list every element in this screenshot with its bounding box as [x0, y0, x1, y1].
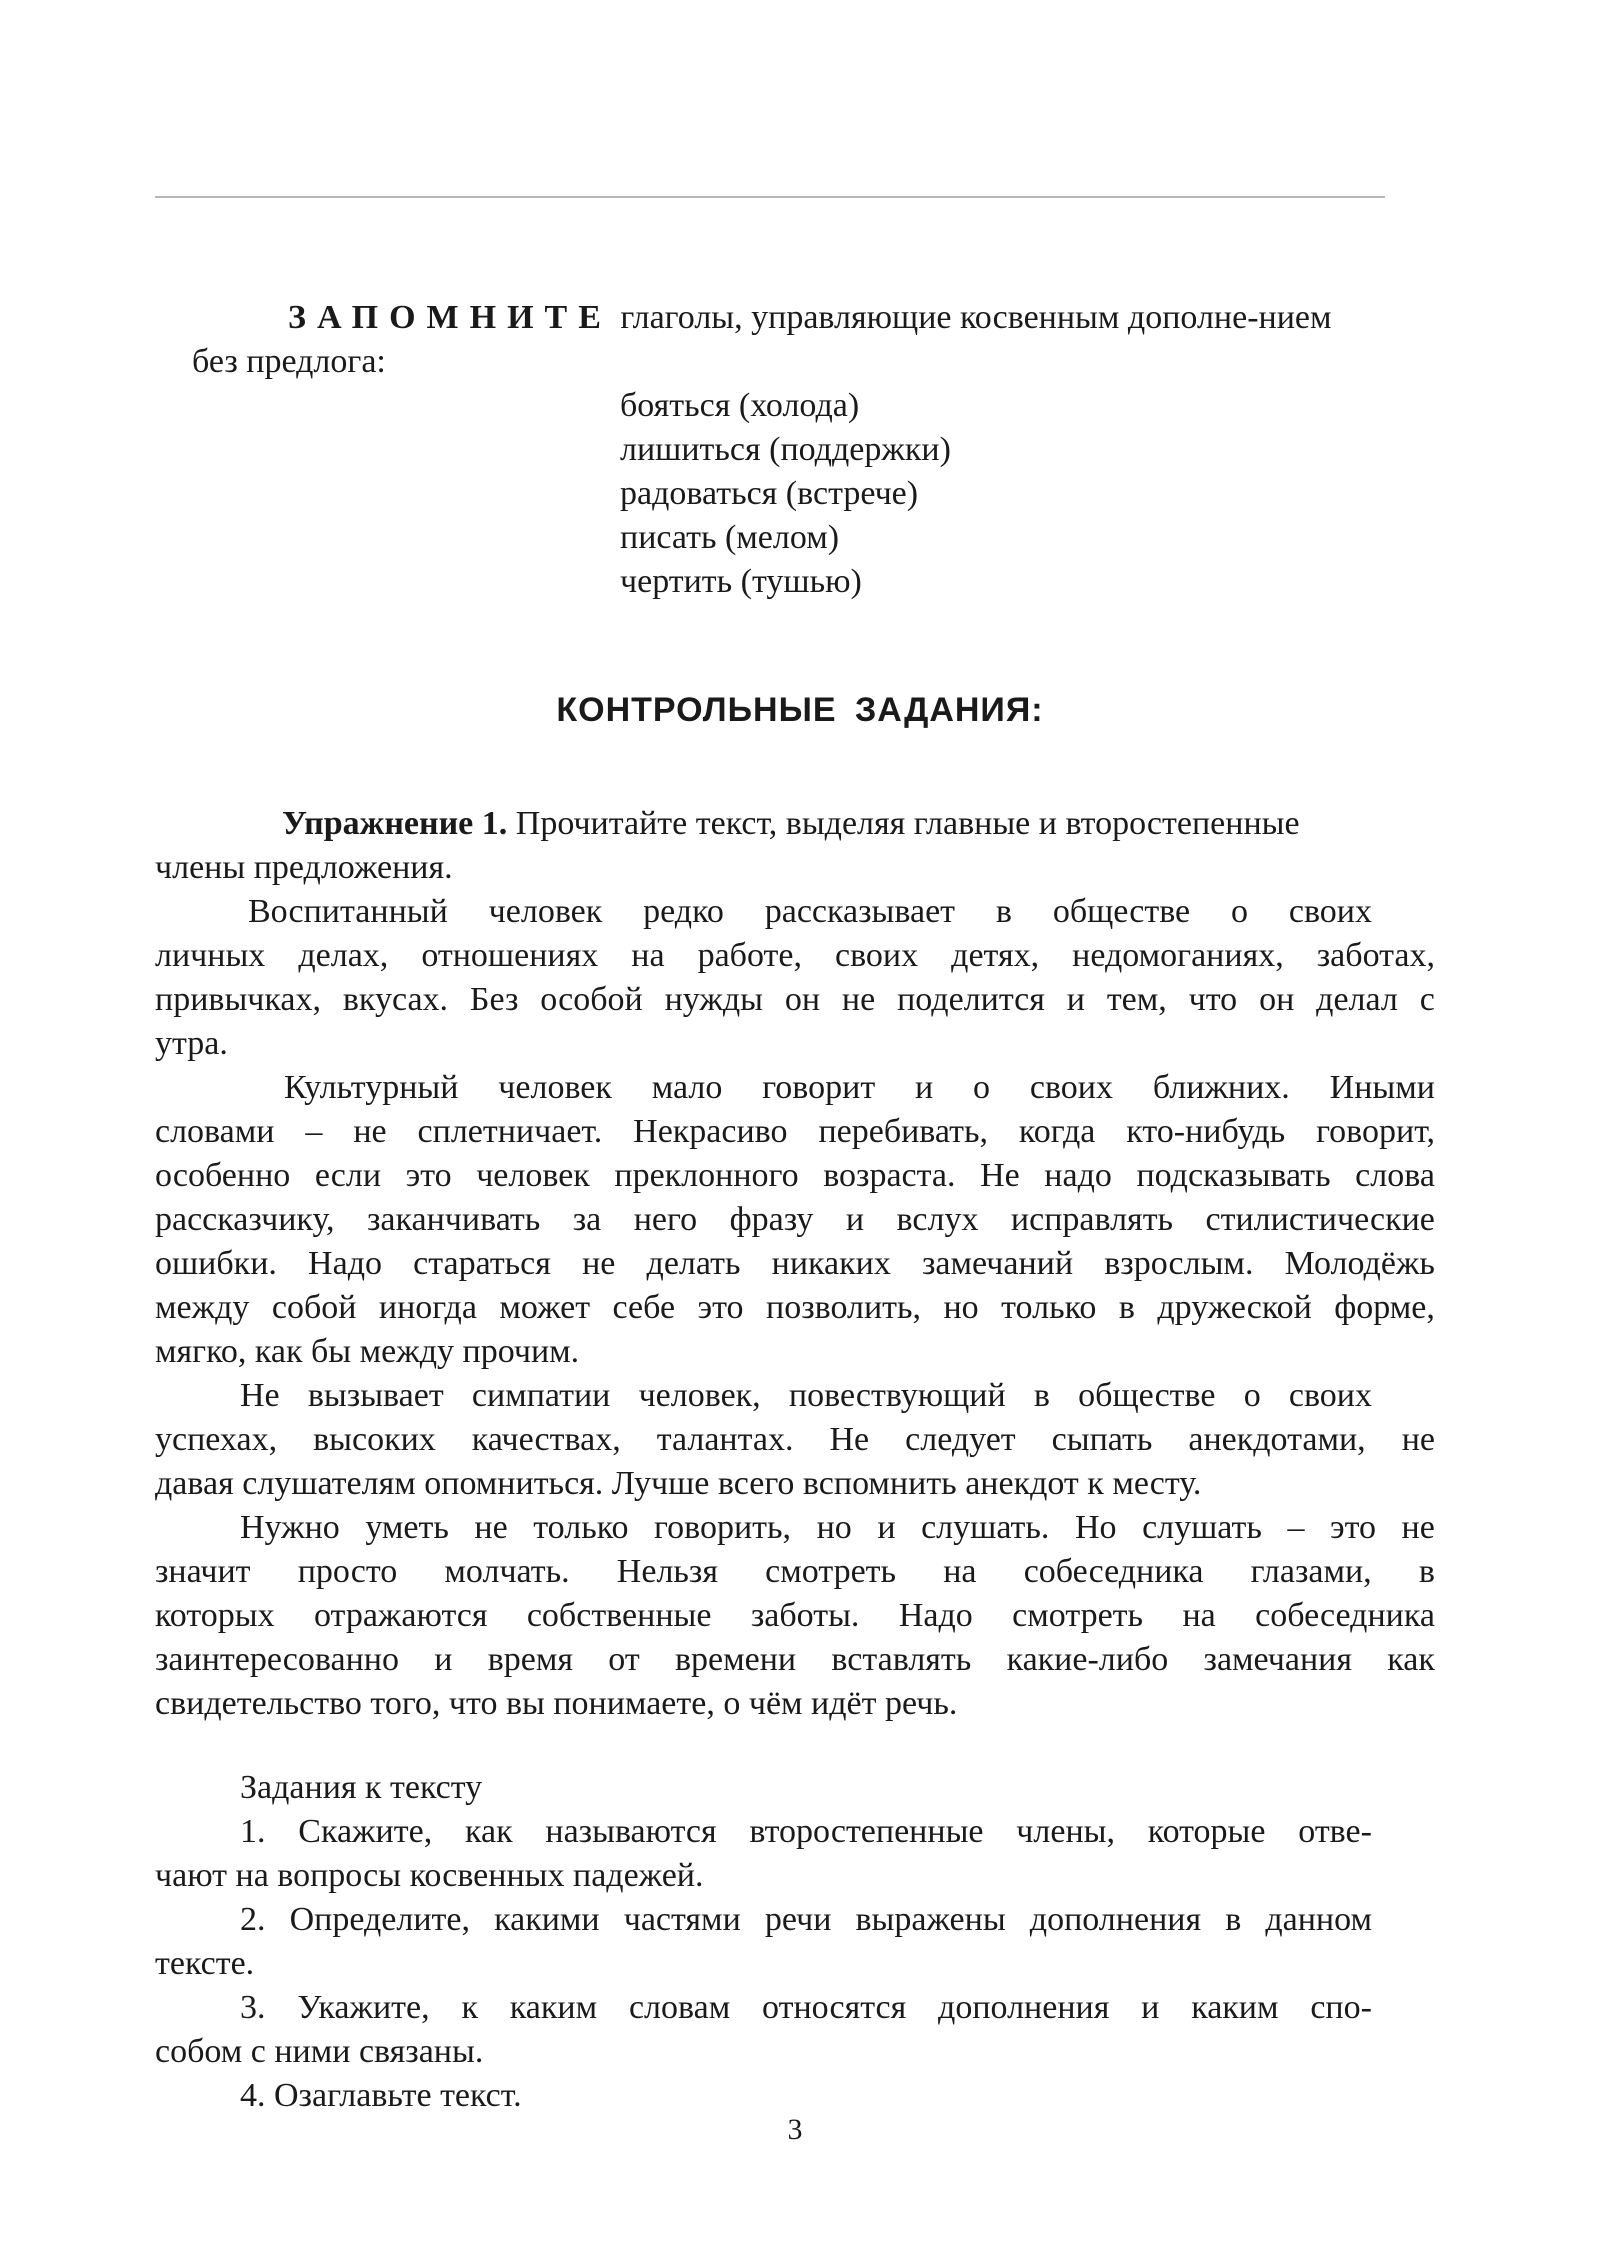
text-line: успехах, высоких качествах, талантах. Не следует сыпать анекдотами, не: [155, 1421, 1435, 1458]
verb-item: радоваться (встрече): [620, 475, 919, 512]
text-line: 1. Скажите, как называются второстепенные члены, которые отве-: [240, 1813, 1372, 1850]
text-line: Нужно уметь не только говорить, но и слушать. Но слушать – это не: [240, 1509, 1435, 1546]
remember-line: [288, 296, 1332, 340]
text-line: словами – не сплетничает. Некрасиво перебивать, когда кто-нибудь говорит,: [155, 1113, 1435, 1150]
text-line: заинтересованно и время от времени вставлять какие-либо замечания как: [155, 1641, 1435, 1678]
section-heading: КОНТРОЛЬНЫЕ ЗАДАНИЯ:: [556, 691, 1044, 729]
remember-intro: глаголы, управляющие косвенным дополне-нием: [620, 299, 1332, 336]
text-line: Не вызывает симпатии человек, повествующий в обществе о своих: [240, 1377, 1372, 1414]
text-line: между собой иногда может себе это позволить, но только в дружеской форме,: [155, 1289, 1435, 1326]
text-line: утра.: [155, 1025, 228, 1062]
remember-label: ЗАПОМНИТЕ: [288, 299, 612, 336]
verb-item: писать (мелом): [620, 519, 840, 556]
text-line: собом с ними связаны.: [155, 2033, 484, 2070]
text-line: давая слушателям опомниться. Лучше всего вспомнить анекдот к месту.: [155, 1465, 1202, 1502]
text-line: Воспитанный человек редко рассказывает в обществе о своих: [248, 893, 1372, 930]
exercise-instruction-cont: члены предложения.: [155, 849, 453, 886]
exercise-instruction: Прочитайте текст, выделяя главные и второстепенные: [515, 805, 1300, 842]
exercise-label: Упражнение 1.: [282, 805, 508, 842]
remember-intro-cont: без предлога:: [192, 343, 386, 380]
header-rule: [155, 196, 1385, 198]
text-line: которых отражаются собственные заботы. Надо смотреть на собеседника: [155, 1597, 1435, 1634]
exercise-line: [282, 802, 1300, 846]
text-line: рассказчику, заканчивать за него фразу и вслух исправлять стилистические: [155, 1201, 1435, 1238]
text-line: свидетельство того, что вы понимаете, о чём идёт речь.: [155, 1685, 958, 1722]
verb-item: чертить (тушью): [620, 563, 862, 600]
page-number: 3: [787, 2113, 803, 2146]
verb-item: лишиться (поддержки): [620, 431, 951, 468]
text-line: ошибки. Надо стараться не делать никаких замечаний взрослым. Молодёжь: [155, 1245, 1435, 1282]
text-line: 2. Определите, какими частями речи выражены дополнения в данном: [240, 1901, 1372, 1938]
text-line: 4. Озаглавьте текст.: [240, 2077, 522, 2114]
text-line: чают на вопросы косвенных падежей.: [155, 1857, 704, 1894]
verb-item: бояться (холода): [620, 387, 860, 424]
text-line: личных делах, отношениях на работе, своих детях, недомоганиях, заботах,: [155, 937, 1435, 974]
text-line: Культурный человек мало говорит и о своих ближних. Иными: [284, 1069, 1435, 1106]
text-line: привычках, вкусах. Без особой нужды он не поделится и тем, что он делал с: [155, 981, 1435, 1018]
tasks-title: Задания к тексту: [240, 1769, 483, 1806]
text-line: значит просто молчать. Нельзя смотреть на собеседника глазами, в: [155, 1553, 1435, 1590]
text-line: особенно если это человек преклонного возраста. Не надо подсказывать слова: [155, 1157, 1435, 1194]
text-line: мягко, как бы между прочим.: [155, 1333, 580, 1370]
text-line: тексте.: [155, 1945, 255, 1982]
text-line: 3. Укажите, к каким словам относятся дополнения и каким спо-: [240, 1989, 1372, 2026]
